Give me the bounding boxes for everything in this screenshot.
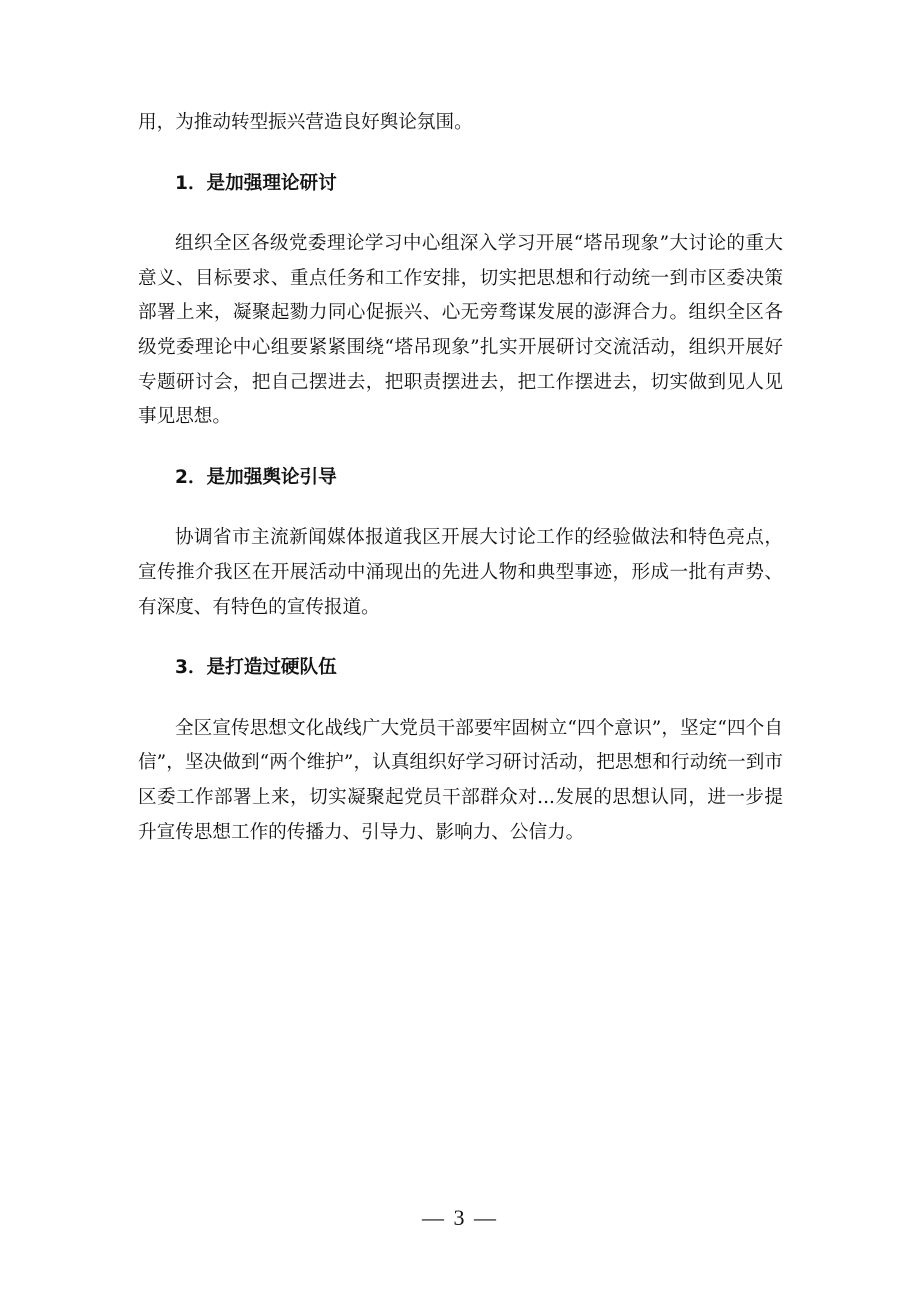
section-body-2: 协调省市主流新闻媒体报道我区开展大讨论工作的经验做法和特色亮点，宣传推介我区在开展活动中涌现出的先进人物和典型事迹，形成一批有声势、有深度、有特色的宣传报道。 bbox=[138, 527, 783, 618]
section-body-1: 组织全区各级党委理论学习中心组深入学习开展“塔吊现象”大讨论的重大意义、目标要求、重点任务和工作安排，切实把思想和行动统一到市区委决策部署上来，凝聚起勠力同心促振兴、心无旁骛谋发展的澎湃合力。组织全区各级党委理论中心组要紧紧围绕“塔吊现象”扎实开展研讨交流活动，组织开展好专题研讨会，把自己摆进去，把职责摆进去，把工作摆进去，切实做到见人见事见思想。 bbox=[138, 233, 783, 428]
intro-paragraph-tail: 用，为推动转型振兴营造良好舆论氛围。 bbox=[138, 112, 473, 133]
page-number: — 3 — bbox=[422, 1205, 498, 1230]
section-heading-3: 3．是打造过硬队伍 bbox=[175, 657, 337, 679]
section-body-3: 全区宣传思想文化战线广大党员干部要牢固树立“四个意识”，坚定“四个自信”，坚决做到“两个维护”，认真组织好学习研讨活动，把思想和行动统一到市区委工作部署上来，切实凝聚起党员干部群众对...发展的思想认同，进一步提升宣传思想工作的传播力、引导力、影响力、公信力。 bbox=[138, 717, 783, 843]
document-body bbox=[138, 106, 783, 850]
section-heading-2: 2．是加强舆论引导 bbox=[175, 466, 337, 488]
section-heading-1: 1．是加强理论研讨 bbox=[175, 172, 337, 194]
